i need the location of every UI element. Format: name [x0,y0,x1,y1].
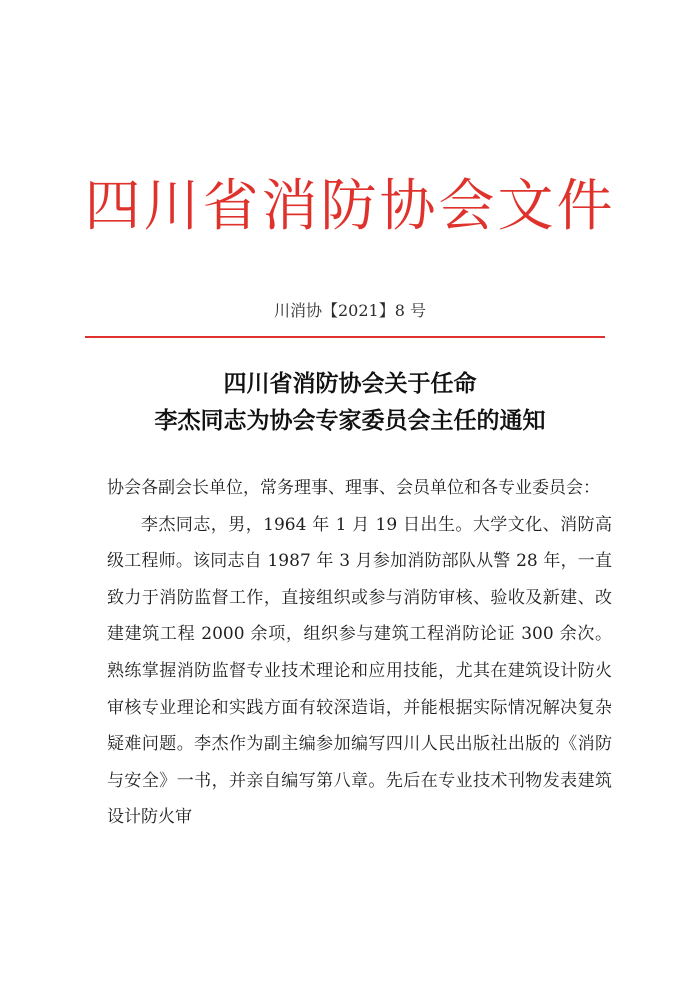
notice-body [107,470,612,836]
document-number: 川消协【2021】8 号 [274,301,426,320]
notice-title-line-2: 李杰同志为协会专家委员会主任的通知 [154,408,546,434]
body-paragraph: 李杰同志，男，1964 年 1 月 19 日出生。大学文化、消防高级工程师。该同志自 1987 年 3 月参加消防部队从警 28 年，一直致力于消防监督工作，直接组织或参与消防审核、验收及新建、改建建筑工程 2000 余项，组织参与建筑工程消防论证 300 余次。熟练掌握消防监督专业技术理论和应用技能，尤其在建筑设计防火审核专业理论和实践方面有较深造诣，并能根据实际情况解决复杂疑难问题。李杰作为副主编参加编写四川人民出版社出版的《消防与安全》一书，并亲自编写第八章。先后在专业技术刊物发表建筑设计防火审 [107,514,612,828]
salutation: 协会各副会长单位，常务理事、理事、会员单位和各专业委员会： [107,478,600,498]
notice-title-line-1: 四川省消防协会关于任命 [223,371,477,397]
red-divider-line [85,336,605,338]
masthead-title: 四川省消防协会文件 [84,174,616,239]
